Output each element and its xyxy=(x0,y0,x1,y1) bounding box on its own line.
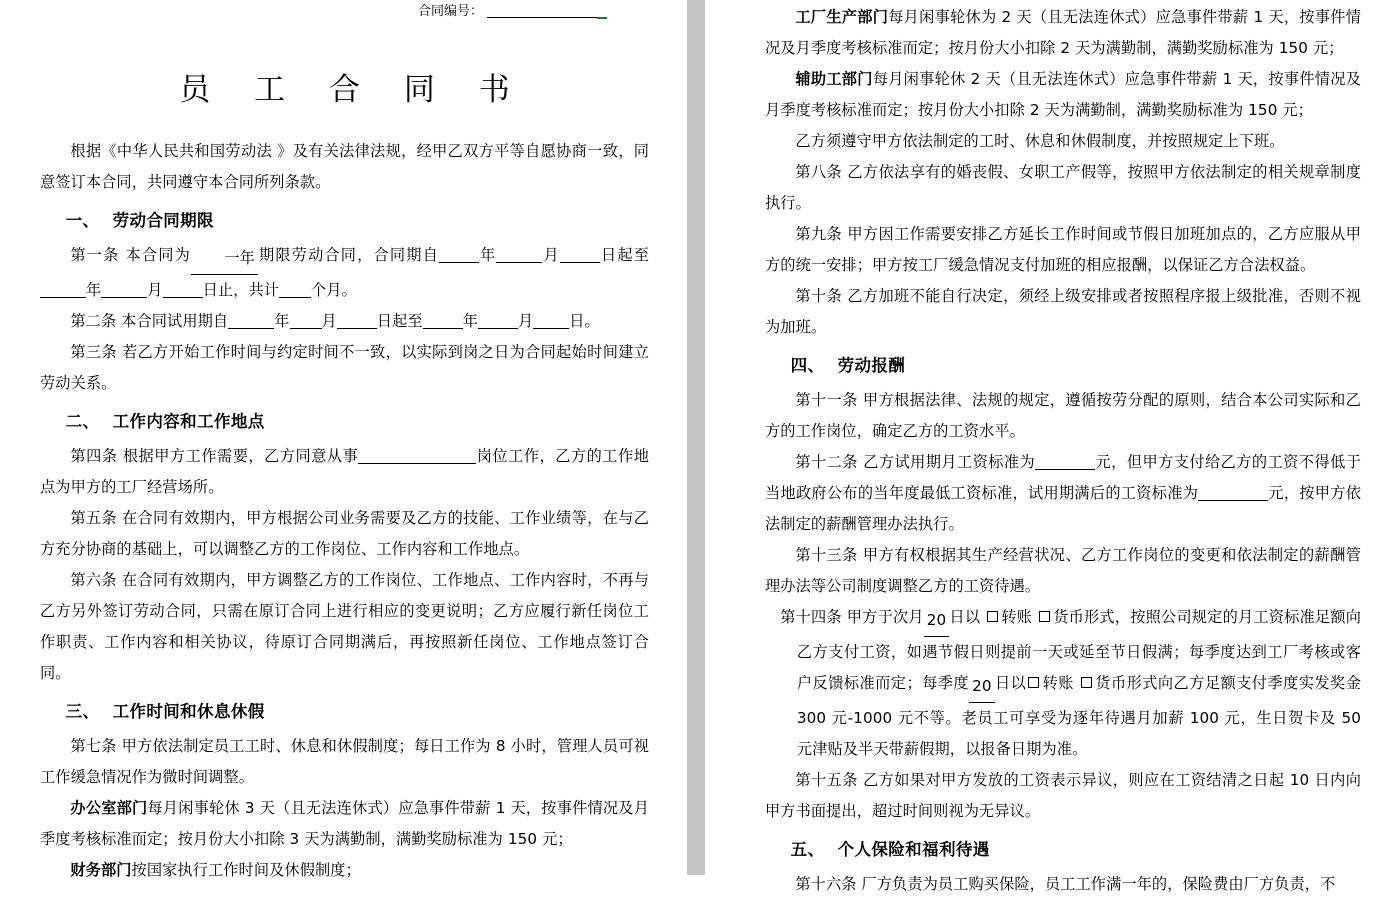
article-10: 第十条 乙方加班不能自行决定，须经上级安排或者按照程序报上级批准，否则不视为加班。 xyxy=(765,287,1361,336)
section-5-title: 个人保险和福利待遇 xyxy=(837,840,990,859)
transfer-checkbox-quarterly[interactable] xyxy=(1028,677,1039,688)
article-12-text-b: 元，但甲方支付给乙方的工资不得低于当地政府公布的当年度最低工资标准，试用期满后的工资标准为 xyxy=(765,453,1361,502)
article-14-text-b: 日以 xyxy=(949,608,981,626)
article-2-blank-day[interactable] xyxy=(337,313,377,329)
article-1-label-year2: 年 xyxy=(86,281,102,299)
article-1-blank-months[interactable] xyxy=(279,282,311,298)
article-14-option-cash: 货币形式，按照公司规定的月工资标准足额向乙方支付工资，如遇节假日则提前一天或延至节日假满；每季度达到工厂考核或客户反馈标准而定；每季度 xyxy=(796,608,1362,692)
article-4-text-a: 第四条 根据甲方工作需要，乙方同意从事 xyxy=(70,447,359,465)
article-14-payday-monthly[interactable]: 20 xyxy=(924,605,950,637)
section-4-number: 四、 xyxy=(790,356,825,375)
auxiliary-department-text: 每月闲事轮休 2 天（且无法连休式）应急事件带薪 1 天，按事件情况及月季度考核标准而定；按月份大小扣除 2 天为满勤制，满勤奖励标准为 150 元； xyxy=(765,70,1362,119)
article-1-text-c: 个月。 xyxy=(311,281,357,299)
finance-department-label: 财务部门 xyxy=(70,861,132,879)
article-1-blank-year[interactable] xyxy=(439,247,479,263)
article-9: 第九条 甲方因工作需要安排乙方延长工作时间或节假日加班加点的，乙方应服从甲方的统一安排；甲方按工厂缓急情况支付加班的相应报酬，以保证乙方合法权益。 xyxy=(765,225,1361,274)
factory-department-text: 每月闲事轮休为 2 天（且无法连休式）应急事件带薪 1 天，按事件情况及月季度考核标准而定；按月份大小扣除 2 天为满勤制，满勤奖励标准为 150 元； xyxy=(765,8,1361,57)
auxiliary-department-label: 辅助工部门 xyxy=(795,70,873,88)
office-department-clause xyxy=(40,793,649,855)
article-2-label-month2: 月 xyxy=(517,312,534,330)
article-2-label-month: 月 xyxy=(321,312,337,330)
auxiliary-department-clause xyxy=(765,64,1361,126)
section-heading-4 xyxy=(765,349,1361,383)
article-2-blank-year2[interactable] xyxy=(423,313,463,329)
article-1-blank-month[interactable] xyxy=(496,247,542,263)
article-4 xyxy=(40,441,649,503)
article-12-text-c: 元，按甲方依法制定的薪酬管理办法执行。 xyxy=(765,484,1361,533)
compliance-clause: 乙方须遵守甲方依法制定的工时、休息和休假制度，并按照规定上下班。 xyxy=(795,132,1285,150)
article-1-blank-year2[interactable] xyxy=(40,282,86,298)
transfer-checkbox-monthly[interactable] xyxy=(987,611,998,622)
article-14-option-cash-2: 货币形式向乙方足额支付季度实发奖金 300 元-1000 元不等。老员工可享受为逐年待遇月加薪 100 元，生日贺卡及 50 元津贴及半天带薪假期，以报备日期为准。 xyxy=(796,674,1361,758)
article-1-blank-day[interactable] xyxy=(560,247,600,263)
article-2 xyxy=(40,306,649,337)
article-8: 第八条 乙方依法享有的婚丧假、女职工产假等，按照甲方依法制定的相关规章制度执行。 xyxy=(765,163,1361,212)
article-1-text-b: 期限劳动合同，合同期自 xyxy=(257,246,439,264)
article-1 xyxy=(40,240,649,306)
article-1-blank-day2[interactable] xyxy=(163,282,203,298)
article-7: 第七条 甲方依法制定员工工时、休息和休假制度；每日工作为 8 小时，管理人员可视工作缓急情况作为微时间调整。 xyxy=(40,737,649,786)
page-title: 员 工 合 同 书 xyxy=(179,72,527,108)
article-2-label-year2: 年 xyxy=(462,312,478,330)
section-5-number: 五、 xyxy=(790,840,825,859)
section-heading-3 xyxy=(40,695,649,729)
article-16: 第十六条 厂方负责为员工购买保险，员工工作满一年的，保险费由厂方负责，不 xyxy=(795,875,1336,893)
article-3: 第三条 若乙方开始工作时间与约定时间不一致，以实际到岗之日为合同起始时间建立劳动关系。 xyxy=(40,343,649,392)
article-2-label-year: 年 xyxy=(274,312,290,330)
article-2-blank-day2[interactable] xyxy=(533,313,569,329)
finance-department-text: 按国家执行工作时间及休假制度； xyxy=(131,861,361,879)
article-12-blank-probation-wage[interactable] xyxy=(1035,454,1095,470)
article-15: 第十五条 乙方如果对甲方发放的工资表示异议，则应在工资结清之日起 10 日内向甲方书面提出，超过时间则视为无异议。 xyxy=(765,771,1361,820)
article-14-option-transfer: 转账 xyxy=(1001,608,1033,626)
article-2-blank-month2[interactable] xyxy=(478,313,518,329)
article-12 xyxy=(765,447,1361,540)
article-14-text-c: 日以 xyxy=(994,674,1027,692)
factory-department-label: 工厂生产部门 xyxy=(795,8,889,26)
office-department-label: 办公室部门 xyxy=(70,799,148,817)
article-1-blank-month2[interactable] xyxy=(101,282,147,298)
office-department-text: 每月闲事轮休 3 天（且无法连休式）应急事件带薪 1 天，按事件情况及月季度考核标准而定；按月份大小扣除 3 天为满勤制，满勤奖励标准为 150 元； xyxy=(40,799,649,848)
article-1-label-day: 日起至 xyxy=(599,246,649,264)
article-2-text-a: 第二条 本合同试用期自 xyxy=(70,312,229,330)
preamble-paragraph: 根据《中华人民共和国劳动法 》及有关法律法规，经甲乙双方平等自愿协商一致，同意签订本合同，共同遵守本合同所列条款。 xyxy=(40,142,649,191)
article-1-term-value[interactable]: 一年 xyxy=(191,243,258,275)
article-11: 第十一条 甲方根据法律、法规的规定，遵循按劳分配的原则，结合本公司实际和乙方的工作岗位，确定乙方的工资水平。 xyxy=(765,391,1361,440)
section-2-number: 二、 xyxy=(65,412,100,431)
article-4-text-b: 岗位工作，乙方的工作地点为甲方的工厂经营场所。 xyxy=(40,447,649,496)
page-gutter-divider xyxy=(687,0,705,875)
factory-department-clause xyxy=(765,2,1361,64)
section-1-title: 劳动合同期限 xyxy=(112,211,214,230)
section-1-number: 一、 xyxy=(65,211,100,230)
section-3-number: 三、 xyxy=(65,702,100,721)
article-6: 第六条 在合同有效期内，甲方调整乙方的工作岗位、工作地点、工作内容时，不再与乙方另外签订劳动合同，只需在原订合同上进行相应的变更说明；乙方应履行新任岗位工作职责、工作内容和相关协议，待原订合同期满后，再按照新任岗位、工作地点签订合同。 xyxy=(40,571,649,682)
article-12-text-a: 第十二条 乙方试用期月工资标准为 xyxy=(795,453,1036,471)
article-4-blank-position[interactable] xyxy=(358,448,476,464)
article-14 xyxy=(765,602,1361,765)
cash-checkbox-monthly[interactable] xyxy=(1039,611,1050,622)
article-5: 第五条 在合同有效期内，甲方根据公司业务需要及乙方的技能、工作业绩等，在与乙方充分协商的基础上，可以调整乙方的工作岗位、工作内容和工作地点。 xyxy=(40,509,649,558)
article-1-label-day2: 日止，共计 xyxy=(202,281,280,299)
section-3-title: 工作时间和休息休假 xyxy=(112,702,265,721)
article-14-text-a: 第十四条 甲方于次月 xyxy=(780,608,924,626)
contract-number-blank[interactable] xyxy=(487,17,607,18)
section-heading-2 xyxy=(40,405,649,439)
article-13: 第十三条 甲方有权根据其生产经营状况、乙方工作岗位的变更和依法制定的薪酬管理办法等公司制度调整乙方的工资待遇。 xyxy=(765,546,1361,595)
section-heading-1 xyxy=(40,204,649,238)
article-1-label-month: 月 xyxy=(542,246,560,264)
page-right xyxy=(705,0,1397,893)
finance-department-clause xyxy=(40,855,649,886)
article-14-option-transfer-2: 转账 xyxy=(1042,674,1074,692)
contract-number-label: 合同编号： xyxy=(417,4,483,19)
page-left xyxy=(0,0,687,879)
article-12-blank-regular-wage[interactable] xyxy=(1198,485,1268,501)
article-2-blank-month[interactable] xyxy=(290,313,322,329)
article-1-label-year: 年 xyxy=(478,246,497,264)
article-1-text-a: 第一条 本合同为 xyxy=(70,246,191,264)
section-heading-5 xyxy=(765,833,1361,867)
section-2-title: 工作内容和工作地点 xyxy=(112,412,265,431)
article-2-blank-year[interactable] xyxy=(228,313,274,329)
contract-number-field xyxy=(40,0,649,22)
article-1-label-month2: 月 xyxy=(147,281,163,299)
article-14-payday-quarterly[interactable]: 20 xyxy=(969,671,995,703)
article-2-label-day: 日起至 xyxy=(376,312,423,330)
section-4-title: 劳动报酬 xyxy=(837,356,906,375)
article-2-label-day2: 日。 xyxy=(569,312,600,330)
cash-checkbox-quarterly[interactable] xyxy=(1081,677,1092,688)
